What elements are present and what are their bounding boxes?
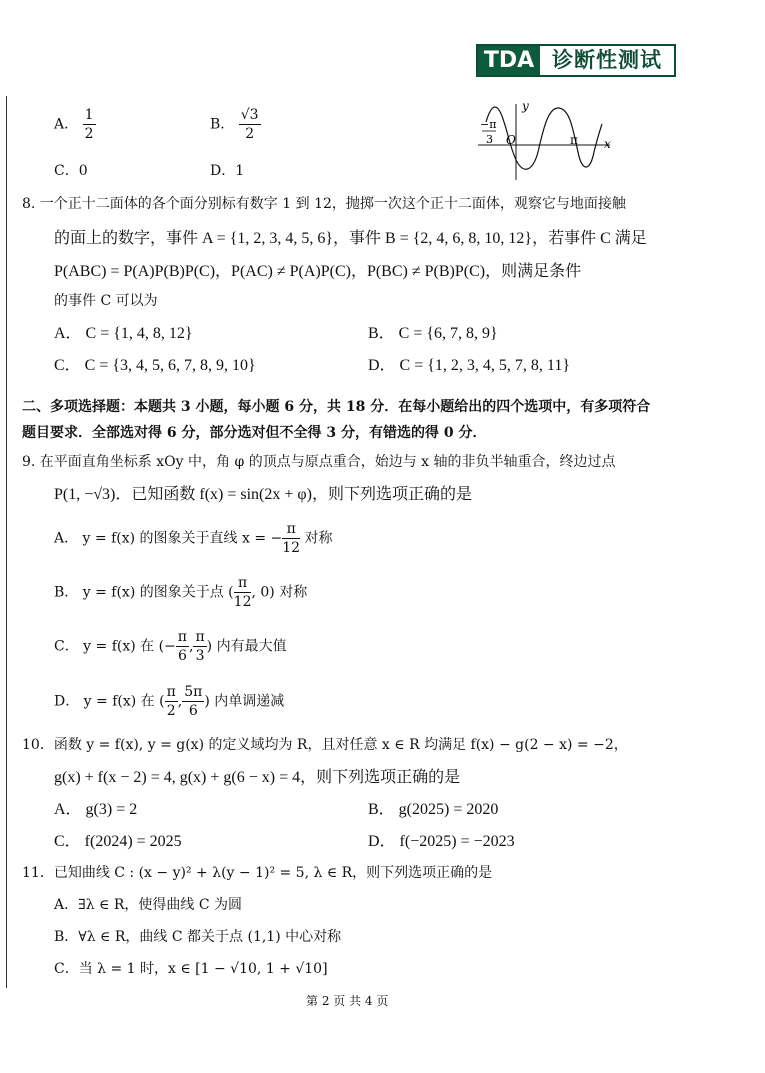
q8-option-a: A． C = {1, 4, 8, 12}	[54, 325, 193, 342]
denominator: 6	[188, 703, 198, 719]
graph-y-label: y	[522, 100, 529, 113]
numerator: 1	[84, 107, 94, 123]
option-text: ) 内有最大值	[206, 638, 287, 655]
graph-three-label: 3	[486, 133, 493, 146]
option-text: ,	[177, 693, 183, 710]
fraction	[193, 628, 206, 665]
numerator: π	[282, 520, 300, 539]
option-text: ) 内单调递减	[204, 693, 285, 710]
q11-option-b: B．∀λ ∈ R，曲线 C 都关于点 (1,1) 中心对称	[54, 929, 342, 945]
q8-line1: 8. 一个正十二面体的各个面分别标有数字 1 到 12，抛掷一次这个正十二面体，观察它与地面接触	[22, 196, 626, 212]
q7-option-d: D．1	[210, 163, 245, 179]
denominator: 2	[245, 126, 255, 142]
margin-line	[6, 96, 7, 988]
q9-option-d	[54, 683, 284, 720]
q9-line1: 9. 在平面直角坐标系 xOy 中，角 φ 的顶点与原点重合，始边与 x 轴的非负半轴重合，终边过点	[22, 454, 616, 470]
fraction	[282, 520, 300, 557]
q9-option-b	[54, 574, 307, 611]
q7-option-a	[54, 106, 96, 143]
q10-option-a: A． g(3) = 2	[54, 801, 138, 818]
q8-line3: P(ABC) = P(A)P(B)P(C)，P(AC) ≠ P(A)P(C)，P(BC) ≠ P(B)P(C)，则满足条件	[54, 263, 582, 280]
page-footer: 第 2 页 共 4 页	[306, 994, 389, 1008]
option-text: B． y = f(x) 的图象关于点 (	[54, 584, 234, 601]
q9-option-c	[54, 628, 287, 665]
q8-option-c: C． C = {3, 4, 5, 6, 7, 8, 9, 10}	[54, 357, 256, 374]
option-letter: B．	[210, 116, 235, 133]
q10-line2: g(x) + f(x − 2) = 4, g(x) + g(6 − x) = 4，则下列选项正确的是	[54, 769, 461, 786]
q8-line4: 的事件 C 可以为	[54, 293, 158, 309]
fraction	[182, 683, 204, 720]
sine-curve	[486, 107, 602, 169]
q11-line1: 11．已知曲线 C : (x − y)² + λ(y − 1)² = 5, λ ∈ R，则下列选项正确的是	[22, 865, 493, 881]
fraction	[165, 683, 178, 720]
q8-option-b: B． C = {6, 7, 8, 9}	[368, 325, 498, 342]
denominator: 6	[177, 648, 187, 664]
q11-option-c: C．当 λ = 1 时，x ∈ [1 − √10, 1 + √10]	[54, 961, 328, 977]
denominator: 3	[195, 648, 205, 664]
option-text: , 0) 对称	[251, 584, 308, 601]
sine-graph	[478, 100, 618, 182]
q7-option-b	[210, 106, 261, 143]
header-badge	[476, 44, 676, 77]
numerator: π	[177, 629, 187, 645]
fraction	[176, 628, 189, 665]
denominator: 12	[233, 594, 252, 610]
denominator: 12	[282, 540, 301, 556]
option-letter: A．	[54, 116, 79, 133]
numerator: π	[195, 629, 205, 645]
graph-x-label: x	[604, 137, 611, 151]
fraction	[234, 574, 252, 611]
option-text: C． y = f(x) 在 (−	[54, 638, 176, 655]
option-text: D． y = f(x) 在 (	[54, 693, 165, 710]
numerator: π	[166, 684, 176, 700]
q7-option-c: C．0	[54, 163, 88, 179]
q11-option-a: A．∃λ ∈ R，使得曲线 C 为圆	[54, 897, 242, 913]
badge-tag: TDA	[478, 46, 540, 75]
option-text: ,	[189, 638, 194, 655]
q10-option-d: D． f(−2025) = −2023	[368, 833, 515, 850]
section2-line2: 题目要求．全部选对得 6 分，部分选对但不全得 3 分，有错选的得 0 分．	[22, 425, 487, 441]
badge-text: 诊断性测试	[552, 48, 662, 72]
numerator: π	[234, 574, 252, 593]
q9-option-a	[54, 520, 333, 557]
denominator: 2	[84, 126, 94, 142]
graph-neg-pi-label: −π	[480, 118, 497, 131]
fraction	[239, 106, 261, 143]
q10-line1: 10．函数 y = f(x), y = g(x) 的定义域均为 R，且对任意 x ∈ R 均满足 f(x) − g(2 − x) = −2，	[22, 737, 628, 753]
graph-origin-label: O	[506, 133, 516, 147]
fraction	[83, 106, 96, 143]
numerator: 5π	[184, 684, 203, 700]
graph-pi-label: π	[570, 133, 578, 147]
q10-option-b: B． g(2025) = 2020	[368, 801, 499, 818]
denominator: 2	[166, 703, 176, 719]
option-text: A． y = f(x) 的图象关于直线 x = −	[54, 530, 283, 547]
numerator: √3	[240, 107, 259, 123]
q8-option-d: D． C = {1, 2, 3, 4, 5, 7, 8, 11}	[368, 357, 571, 374]
option-text: 对称	[300, 530, 333, 547]
q10-option-c: C． f(2024) = 2025	[54, 833, 182, 850]
q8-line2: 的面上的数字，事件 A = {1, 2, 3, 4, 5, 6}，事件 B = {2, 4, 6, 8, 10, 12}，若事件 C 满足	[54, 230, 647, 247]
q9-line2: P(1, −√3)．已知函数 f(x) = sin(2x + φ)，则下列选项正确的是	[54, 486, 472, 503]
section2-line1: 二、多项选择题：本题共 3 小题，每小题 6 分，共 18 分．在每小题给出的四个选项中，有多项符合	[22, 399, 651, 415]
